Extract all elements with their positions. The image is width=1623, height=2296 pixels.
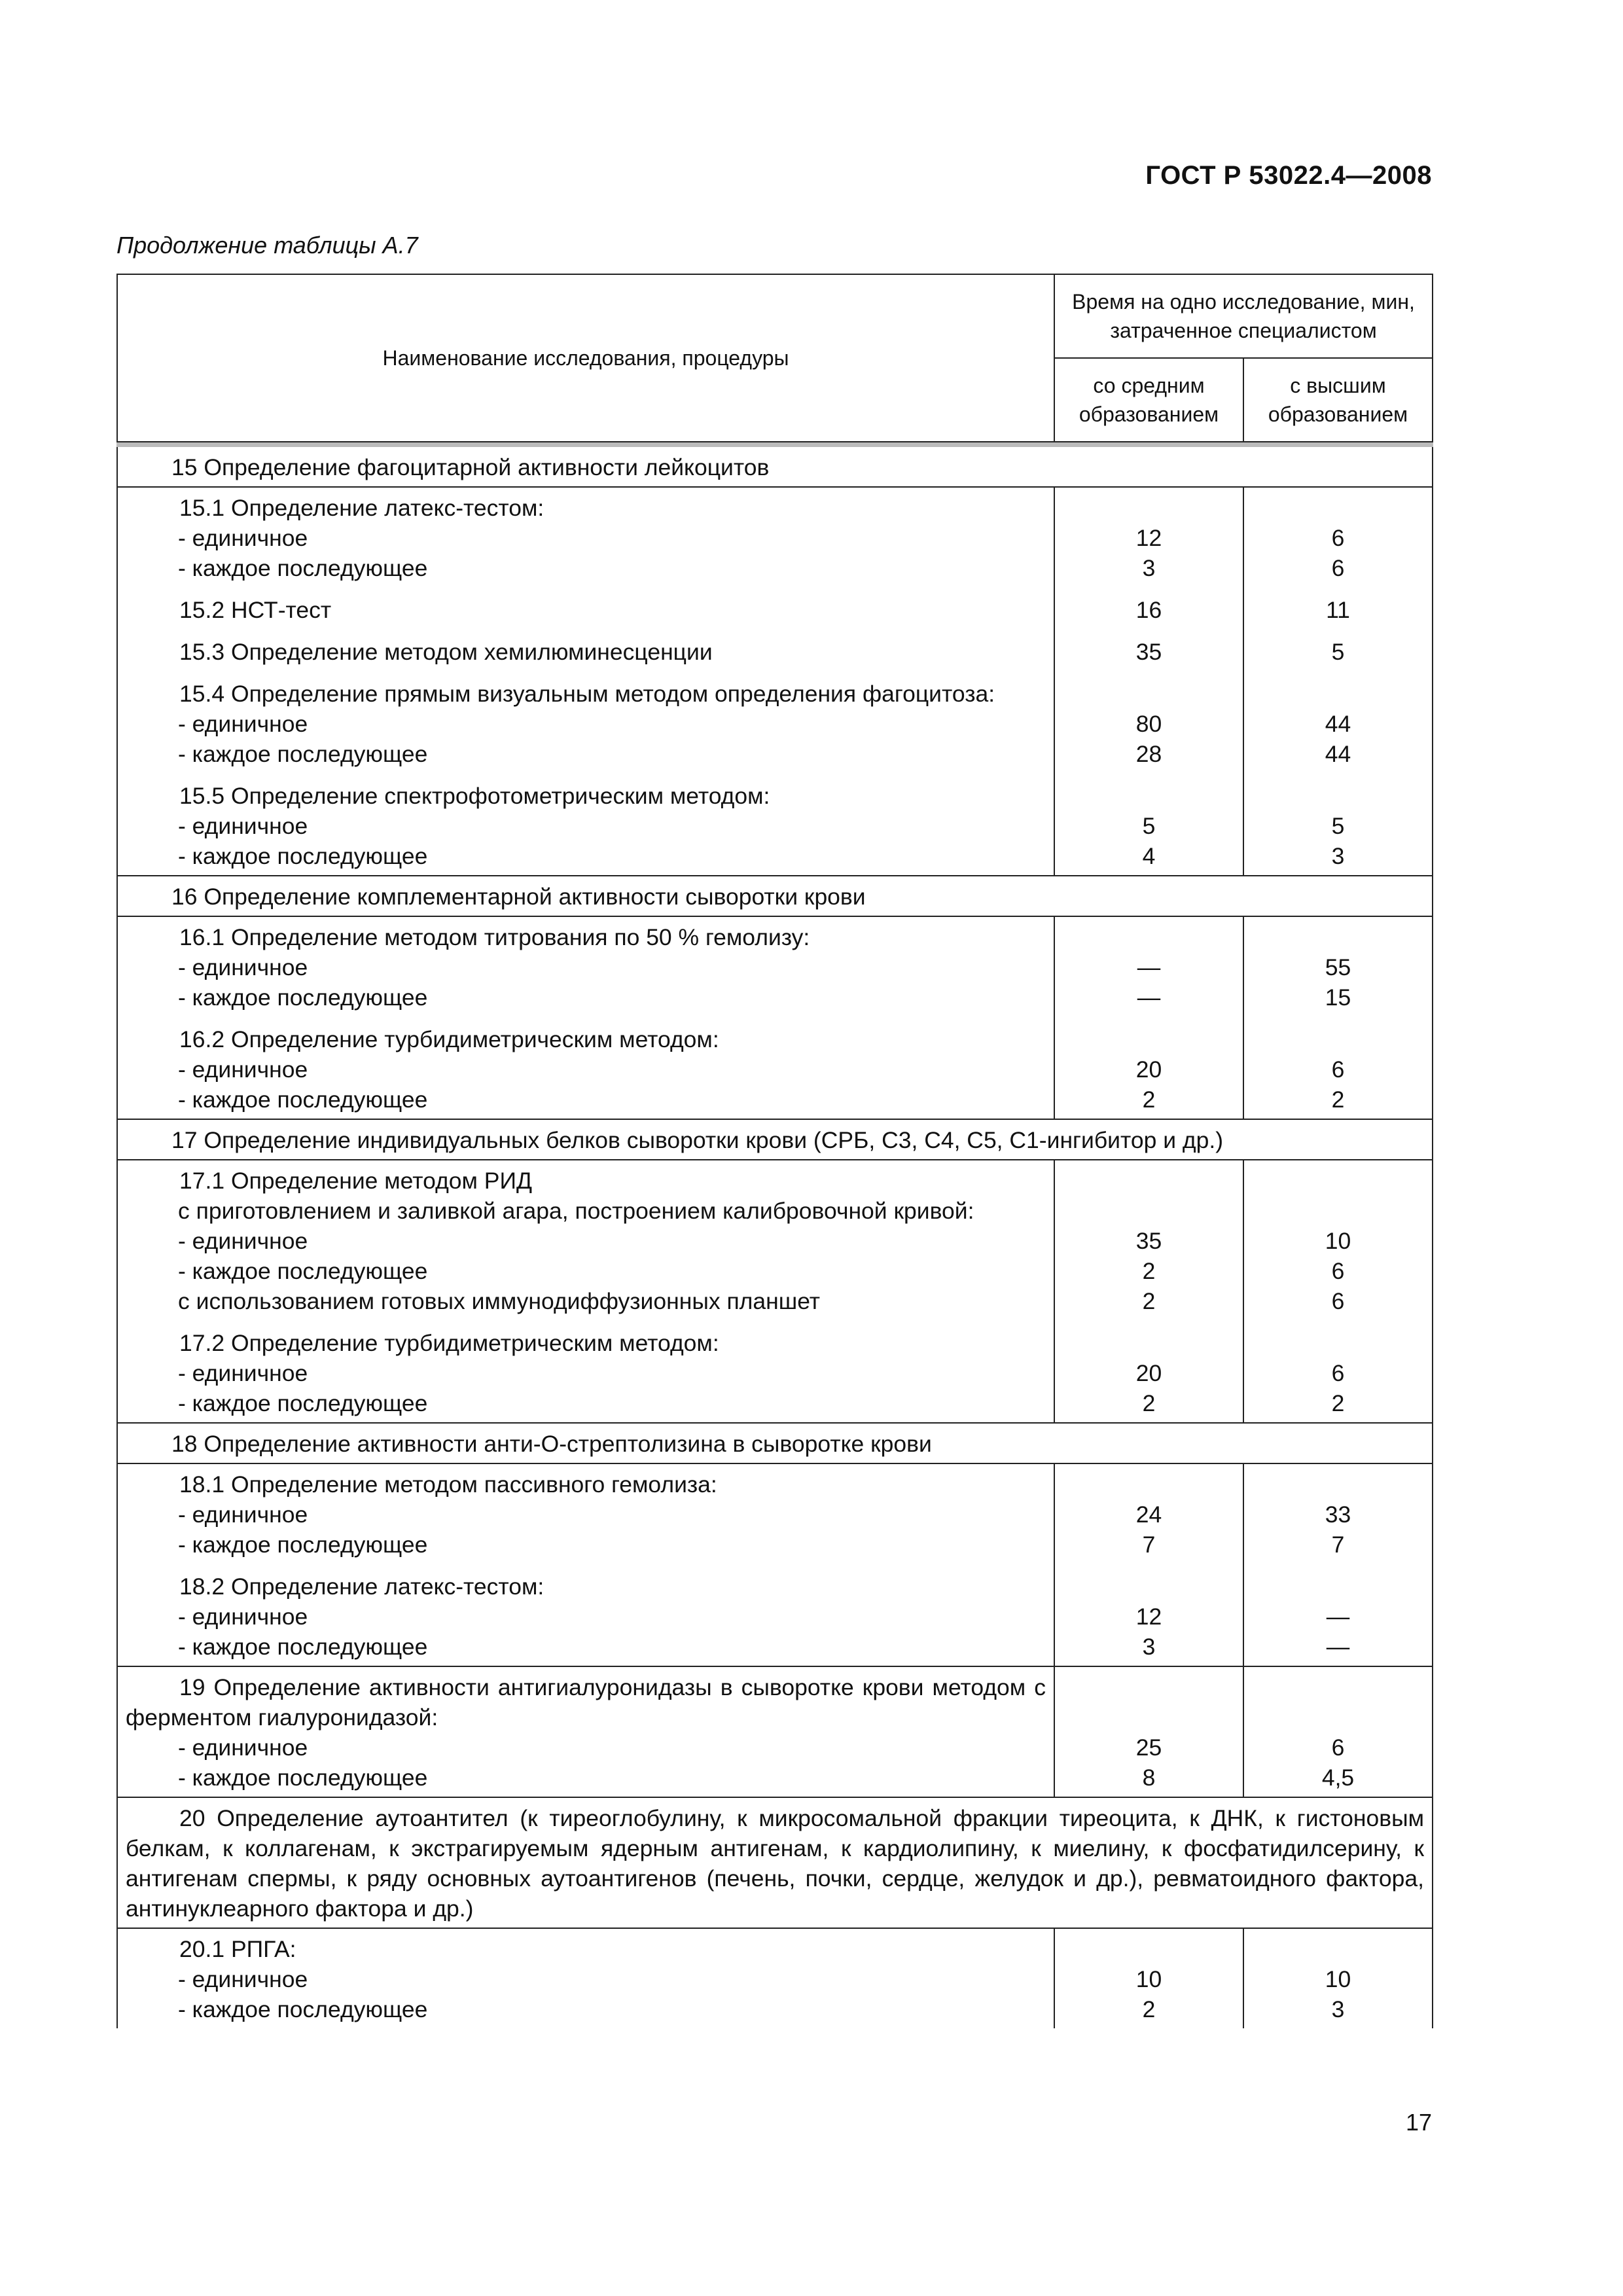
column-header-higher: с высшим образованием — [1243, 358, 1433, 442]
procedure-cell — [117, 487, 1054, 876]
value: 6 — [1331, 1258, 1345, 1284]
section-title-18: 18 Определение активности анти-О-стрептолизина в сыворотке крови — [117, 1423, 1433, 1463]
value-cell-secondary — [1054, 1928, 1243, 2028]
procedure-line: - единичное — [178, 711, 308, 737]
procedure-line: - каждое последующее — [178, 741, 428, 767]
document-code: ГОСТ Р 53022.4—2008 — [1145, 161, 1432, 190]
section-title-16: 16 Определение комплементарной активности сыворотки крови — [117, 876, 1433, 916]
value: 5 — [1142, 813, 1156, 839]
procedure-title: 15.1 Определение латекс-тестом: — [179, 495, 544, 521]
value: 10 — [1325, 1966, 1351, 1992]
value-cell-higher — [1243, 487, 1433, 876]
procedure-line: - каждое последующее — [178, 1258, 428, 1284]
value: 3 — [1331, 1996, 1345, 2022]
procedure-line: - каждое последующее — [178, 1532, 428, 1558]
value: 28 — [1135, 741, 1162, 767]
value-cell-secondary — [1054, 1160, 1243, 1423]
procedure-line: - единичное — [178, 1734, 308, 1761]
value-cell-higher — [1243, 1666, 1433, 1797]
value: 35 — [1135, 1228, 1162, 1254]
value: 33 — [1325, 1501, 1351, 1528]
time-norms-table — [116, 274, 1433, 2028]
value-cell-secondary — [1054, 1666, 1243, 1797]
column-header-name: Наименование исследования, процедуры — [117, 274, 1054, 442]
procedure-title: 15.2 НСТ-тест — [179, 597, 332, 623]
procedure-cell — [117, 1666, 1054, 1797]
value: — — [1137, 984, 1161, 1011]
section-row — [117, 445, 1433, 488]
procedure-line: - единичное — [178, 1056, 308, 1083]
table-row — [117, 1928, 1433, 2028]
table-row — [117, 487, 1433, 876]
value: 2 — [1142, 1258, 1156, 1284]
value: 4 — [1142, 843, 1156, 869]
value: 16 — [1135, 597, 1162, 623]
procedure-title: 16.1 Определение методом титрования по 50 % гемолизу: — [179, 924, 810, 950]
procedure-cell — [117, 1160, 1054, 1423]
section-row — [117, 876, 1433, 916]
procedure-line: - каждое последующее — [178, 1086, 428, 1113]
value: 6 — [1331, 1288, 1345, 1314]
value: 44 — [1325, 741, 1351, 767]
value: 35 — [1135, 639, 1162, 665]
procedure-line: - каждое последующее — [178, 984, 428, 1011]
value: 10 — [1325, 1228, 1351, 1254]
procedure-line: с использованием готовых иммунодиффузионных планшет — [178, 1288, 821, 1314]
value: 6 — [1331, 525, 1345, 551]
column-header-time: Время на одно исследование, мин, затраченное специалистом — [1054, 274, 1433, 358]
value: 2 — [1142, 1390, 1156, 1416]
procedure-title: 17.2 Определение турбидиметрическим методом: — [179, 1330, 719, 1356]
value: 10 — [1135, 1966, 1162, 1992]
value: 2 — [1142, 1996, 1156, 2022]
value: 8 — [1142, 1765, 1156, 1791]
value: — — [1326, 1604, 1350, 1630]
value-cell-higher — [1243, 1160, 1433, 1423]
table-row — [117, 1463, 1433, 1666]
section-row — [117, 1423, 1433, 1463]
procedure-line: - единичное — [178, 1360, 308, 1386]
procedure-cell — [117, 916, 1054, 1119]
value: — — [1326, 1634, 1350, 1660]
value: 15 — [1325, 984, 1351, 1011]
section-title-20: 20 Определение аутоантител (к тиреоглобулину, к микросомальной фракции тиреоцита, к ДНК, к гистоновым белкам, к коллагенам, к экстрагируемым ядерным антигенам, к кардиолипину, к миелину, к фосфатидилсерину, к антигенам спермы, к ряду основных аутоантигенов (печень, почки, сердце, желудок и др.), ревматоидного фактора, антинуклеарного фактора и др.) — [117, 1797, 1433, 1928]
procedure-line: - каждое последующее — [178, 1765, 428, 1791]
procedure-line: - каждое последующее — [178, 1390, 428, 1416]
value: 5 — [1331, 813, 1345, 839]
value-cell-higher — [1243, 1928, 1433, 2028]
value: 11 — [1326, 597, 1350, 623]
procedure-line: - каждое последующее — [178, 555, 428, 581]
procedure-line: с приготовлением и заливкой агара, построением калибровочной кривой: — [178, 1198, 974, 1224]
value-cell-secondary — [1054, 1463, 1243, 1666]
value-cell-higher — [1243, 916, 1433, 1119]
procedure-title: 18.2 Определение латекс-тестом: — [179, 1573, 544, 1600]
value: 7 — [1331, 1532, 1345, 1558]
value: 5 — [1331, 639, 1345, 665]
value: 3 — [1142, 555, 1156, 581]
section-row — [117, 1119, 1433, 1160]
value: 3 — [1142, 1634, 1156, 1660]
value: 6 — [1331, 1734, 1345, 1761]
procedure-line: - единичное — [178, 1228, 308, 1254]
value: 20 — [1135, 1360, 1162, 1386]
value: 7 — [1142, 1532, 1156, 1558]
section-title-19: 19 Определение активности антигиалуронидазы в сыворотке крови методом с ферментом гиалуронидазой: — [126, 1674, 1046, 1731]
value-cell-higher — [1243, 1463, 1433, 1666]
column-header-secondary: со средним образованием — [1054, 358, 1243, 442]
value: 2 — [1331, 1086, 1345, 1113]
value: 4,5 — [1321, 1765, 1355, 1791]
procedure-cell — [117, 1928, 1054, 2028]
procedure-line: - каждое последующее — [178, 843, 428, 869]
value: 55 — [1325, 954, 1351, 980]
value: 6 — [1331, 555, 1345, 581]
value: 2 — [1142, 1288, 1156, 1314]
value: 80 — [1135, 711, 1162, 737]
value: 2 — [1142, 1086, 1156, 1113]
value: 6 — [1331, 1360, 1345, 1386]
page-number: 17 — [1405, 2109, 1432, 2136]
table-row — [117, 916, 1433, 1119]
section-title-17: 17 Определение индивидуальных белков сыворотки крови (СРБ, С3, С4, С5, С1-ингибитор и др.) — [117, 1119, 1433, 1160]
procedure-line: - единичное — [178, 525, 308, 551]
procedure-line: - единичное — [178, 1501, 308, 1528]
procedure-title: 15.3 Определение методом хемилюминесценции — [179, 639, 713, 665]
value: 20 — [1135, 1056, 1162, 1083]
procedure-line: - единичное — [178, 813, 308, 839]
procedure-title: 20.1 РПГА: — [179, 1936, 296, 1962]
value: 3 — [1331, 843, 1345, 869]
procedure-cell — [117, 1463, 1054, 1666]
value: 44 — [1325, 711, 1351, 737]
table-row — [117, 1160, 1433, 1423]
table-caption: Продолжение таблицы А.7 — [116, 232, 418, 259]
procedure-title: 15.4 Определение прямым визуальным методом определения фагоцитоза: — [179, 681, 995, 707]
procedure-line: - каждое последующее — [178, 1996, 428, 2022]
table-row — [117, 1666, 1433, 1797]
procedure-title: 16.2 Определение турбидиметрическим методом: — [179, 1026, 719, 1052]
procedure-title: 15.5 Определение спектрофотометрическим методом: — [179, 783, 770, 809]
value: — — [1137, 954, 1161, 980]
procedure-line: - единичное — [178, 954, 308, 980]
procedure-line: - единичное — [178, 1604, 308, 1630]
value: 2 — [1331, 1390, 1345, 1416]
value: 25 — [1135, 1734, 1162, 1761]
value: 12 — [1135, 1604, 1162, 1630]
value-cell-secondary — [1054, 487, 1243, 876]
value: 6 — [1331, 1056, 1345, 1083]
section-title-15: 15 Определение фагоцитарной активности лейкоцитов — [117, 445, 1433, 488]
procedure-line: - каждое последующее — [178, 1634, 428, 1660]
section-row — [117, 1797, 1433, 1928]
procedure-title: 17.1 Определение методом РИД — [179, 1168, 533, 1194]
value-cell-secondary — [1054, 916, 1243, 1119]
procedure-title: 18.1 Определение методом пассивного гемолиза: — [179, 1471, 717, 1498]
value: 24 — [1135, 1501, 1162, 1528]
procedure-line: - единичное — [178, 1966, 308, 1992]
value: 12 — [1135, 525, 1162, 551]
